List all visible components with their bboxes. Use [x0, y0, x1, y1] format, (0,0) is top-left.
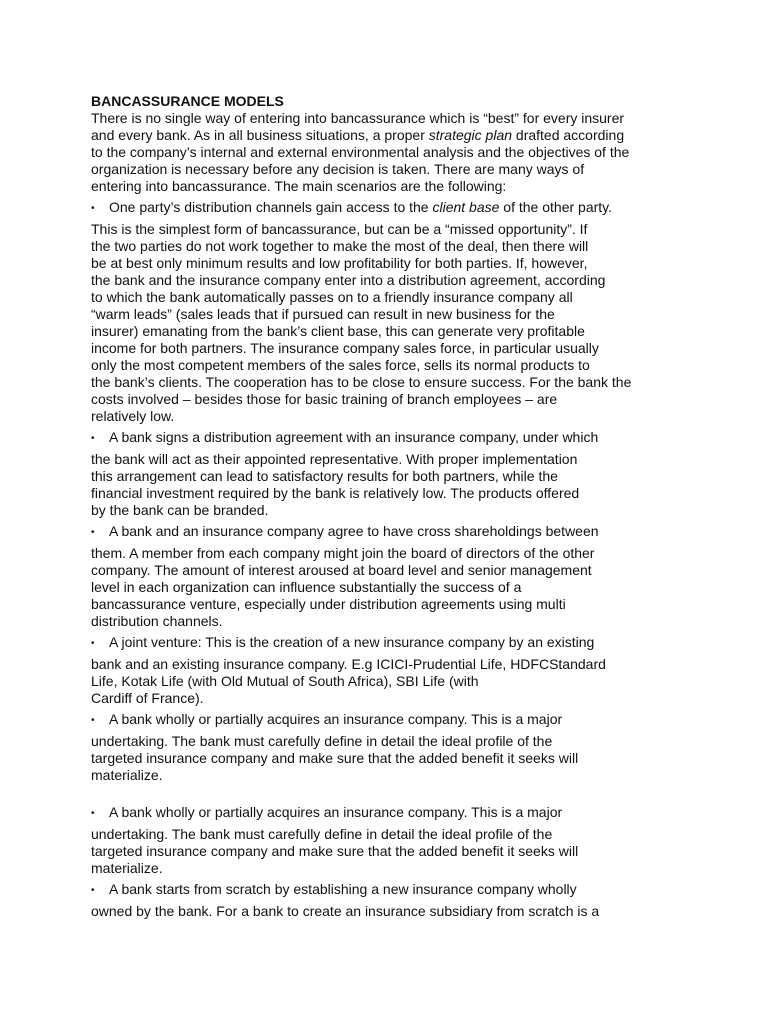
bullet-icon: •	[91, 527, 95, 538]
scenario-line: bank and an existing insurance company. E.g ICICI-Prudential Life, HDFCStandard	[91, 656, 606, 672]
scenario-line: This is the simplest form of bancassurance, but can be a “missed opportunity”. If	[91, 221, 588, 237]
scenario-line: them. A member from each company might join the board of directors of the other	[91, 545, 595, 561]
scenario-line: only the most competent members of the sales force, sells its normal products to	[91, 357, 590, 373]
scenario-line: Cardiff of France).	[91, 690, 204, 706]
document-title: BANCASSURANCE MODELS	[91, 93, 284, 109]
scenario-line: materialize.	[91, 767, 163, 783]
scenario-heading: • A bank and an insurance company agree to have cross shareholdings between	[91, 523, 599, 539]
bullet-icon: •	[91, 808, 95, 819]
scenario-line: this arrangement can lead to satisfactory results for both partners, while the	[91, 468, 558, 484]
scenario-line: bancassurance venture, especially under distribution agreements using multi	[91, 596, 566, 612]
scenario-line: the bank will act as their appointed representative. With proper implementation	[91, 451, 578, 467]
scenario-line: costs involved – besides those for basic training of branch employees – are	[91, 391, 558, 407]
bullet-icon: •	[91, 203, 95, 214]
scenario-heading: • One party’s distribution channels gain access to the client base of the other party.	[91, 199, 613, 215]
scenario-line: materialize.	[91, 860, 163, 876]
scenario-line: company. The amount of interest aroused at board level and senior management	[91, 562, 592, 578]
intro-line: and every bank. As in all business situations, a proper strategic plan drafted according	[91, 127, 625, 143]
scenario-heading: • A bank starts from scratch by establishing a new insurance company wholly	[91, 881, 577, 897]
bullet-icon: •	[91, 433, 95, 444]
scenario-line: be at best only minimum results and low profitability for both parties. If, however,	[91, 255, 588, 271]
scenario-line: relatively low.	[91, 408, 175, 424]
scenario-line: targeted insurance company and make sure that the added benefit it seeks will	[91, 750, 579, 766]
bullet-icon: •	[91, 638, 95, 649]
scenario-line: insurer) emanating from the bank’s client base, this can generate very profitable	[91, 323, 585, 339]
scenario-line: financial investment required by the bank is relatively low. The products offered	[91, 485, 580, 501]
scenario-line: the bank’s clients. The cooperation has to be close to ensure success. For the bank the	[91, 374, 632, 390]
emphasis-text: strategic plan	[428, 127, 513, 143]
scenario-line: Life, Kotak Life (with Old Mutual of South Africa), SBI Life (with	[91, 673, 479, 689]
scenario-line: the bank and the insurance company enter into a distribution agreement, according	[91, 272, 606, 288]
scenario-line: owned by the bank. For a bank to create an insurance subsidiary from scratch is a	[91, 903, 600, 919]
scenario-line: the two parties do not work together to make the most of the deal, then there will	[91, 238, 589, 254]
scenario-heading: • A bank signs a distribution agreement with an insurance company, under which	[91, 429, 599, 445]
scenario-line: “warm leads” (sales leads that if pursued can result in new business for the	[91, 306, 555, 322]
scenario-line: undertaking. The bank must carefully define in detail the ideal profile of the	[91, 733, 553, 749]
scenario-line: to which the bank automatically passes on to a friendly insurance company all	[91, 289, 573, 305]
scenario-line: by the bank can be branded.	[91, 502, 269, 518]
scenario-heading: • A bank wholly or partially acquires an insurance company. This is a major	[91, 804, 563, 820]
scenario-line: distribution channels.	[91, 613, 223, 629]
scenario-line: targeted insurance company and make sure that the added benefit it seeks will	[91, 843, 579, 859]
emphasis-text: client base	[432, 199, 500, 215]
scenario-line: income for both partners. The insurance company sales force, in particular usually	[91, 340, 599, 356]
bullet-icon: •	[91, 885, 95, 896]
scenario-heading: • A bank wholly or partially acquires an insurance company. This is a major	[91, 711, 563, 727]
scenario-heading: • A joint venture: This is the creation of a new insurance company by an existing	[91, 634, 595, 650]
document-page	[91, 93, 651, 920]
scenario-line: undertaking. The bank must carefully define in detail the ideal profile of the	[91, 826, 553, 842]
scenario-line: level in each organization can influence substantially the success of a	[91, 579, 522, 595]
intro-line: organization is necessary before any decision is taken. There are many ways of	[91, 161, 585, 177]
intro-line: There is no single way of entering into bancassurance which is “best” for every insurer	[91, 110, 625, 126]
intro-line: to the company’s internal and external environmental analysis and the objectives of the	[91, 144, 630, 160]
bullet-icon: •	[91, 715, 95, 726]
intro-line: entering into bancassurance. The main scenarios are the following:	[91, 178, 507, 194]
